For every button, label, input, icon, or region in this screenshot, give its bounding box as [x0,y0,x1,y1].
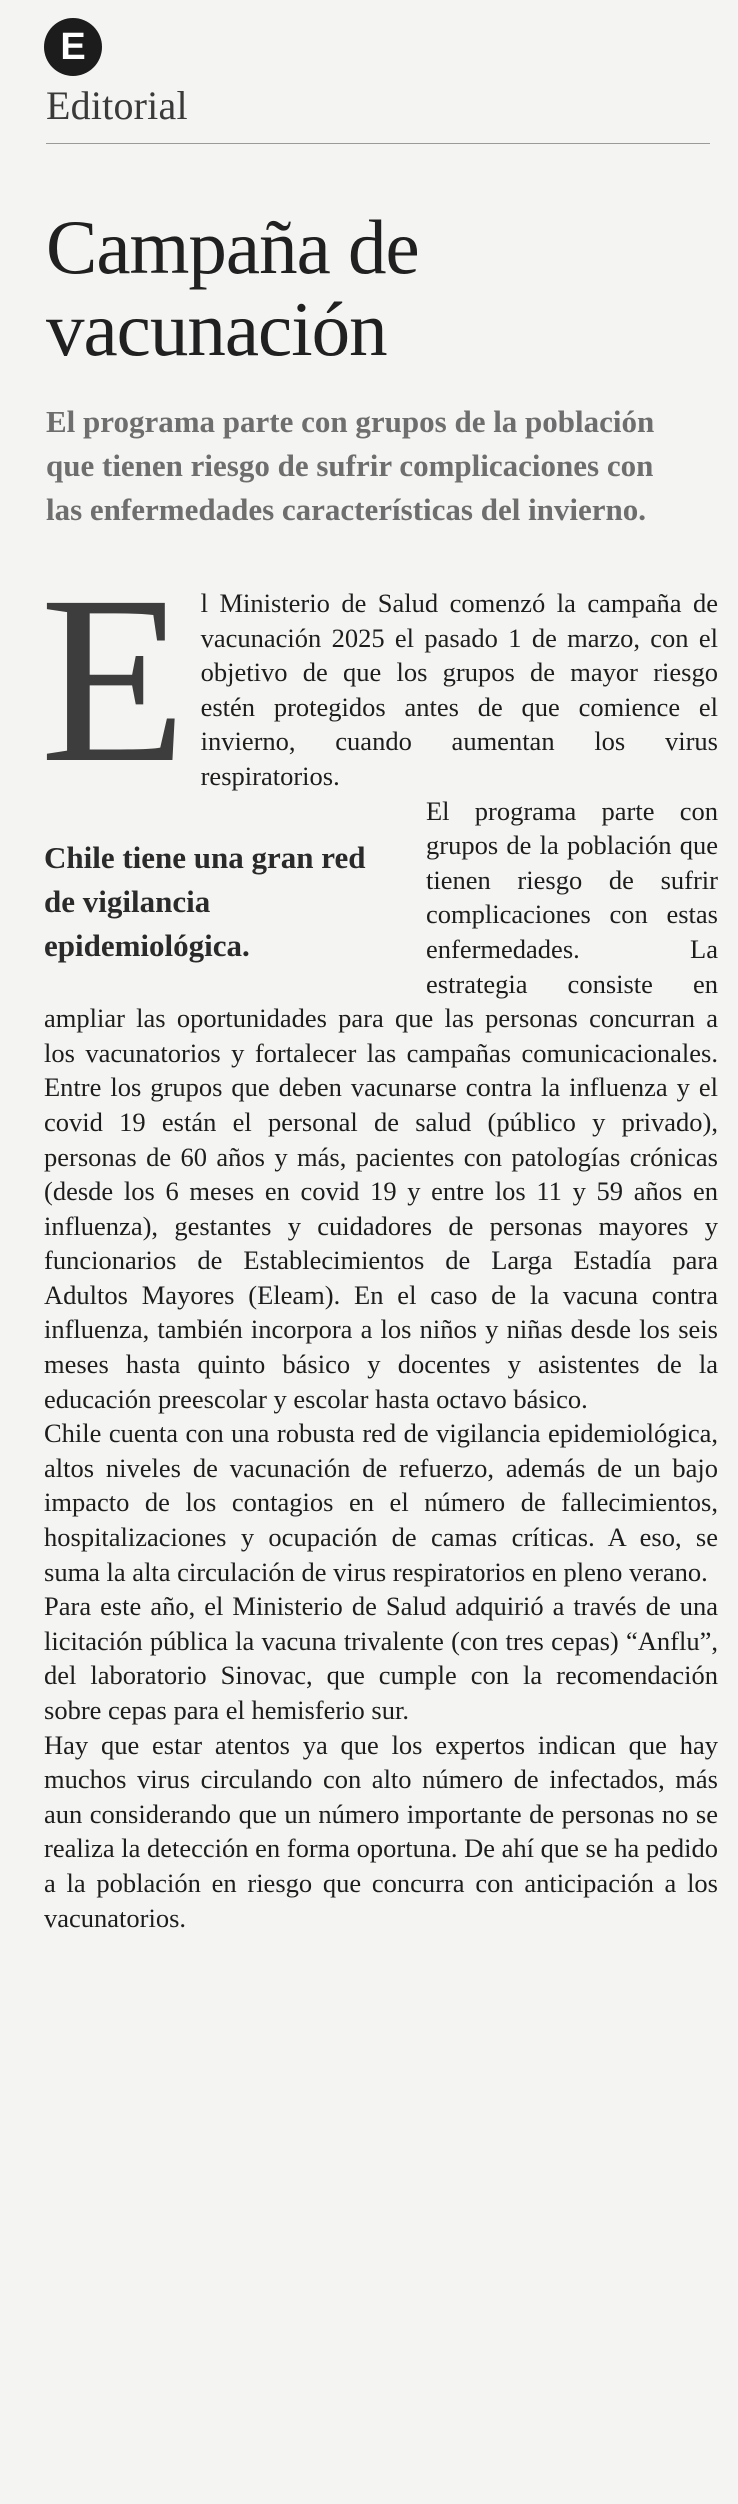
pull-quote: Chile tiene una gran red de vigilancia epidemiológica. [44,839,366,963]
drop-cap: E [40,546,187,812]
article-deck: El programa parte con grupos de la población que tienen riesgo de sufrir complicaciones con las enfermedades características del invierno. [46,404,655,527]
paragraph-4: Para este año, el Ministerio de Salud adquirió a través de una licitación pública la vacuna trivalente (con tres cepas) “Anflu”, del laboratorio Sinovac, que cumple con la recomendación sobre cepas para el hemisferio sur. [44,1591,718,1725]
section-label: Editorial [46,83,188,128]
title-line-1: Campaña de [46,204,419,290]
title-line-2: vacunación [46,286,387,372]
paragraph-2-text: El programa parte con grupos de la población que tienen riesgo de sufrir complicaciones con estas enfermedades. La estrategia consiste en ampliar las oportunidades para que las personas concurran a los vacunatorios y fortalecer las campañas comunicacionales. Entre los grupos que deben vacunarse contra la influenza y el covid 19 están el personal de salud (público y privado), personas de 60 años y más, pacientes con patologías crónicas (desde los 6 meses en covid 19 y entre los 11 y 59 años en influenza), gestantes y cuidadores de personas mayores y funcionarios de Establecimientos de Larga Estadía para Adultos Mayores (Eleam). En el caso de la vacuna contra influenza, también incorpora a los niños y niñas desde los seis meses hasta quinto básico y docentes y asistentes de la educación preescolar y escolar hasta octavo básico. [44,795,718,1414]
paragraph-2 [44,794,718,1417]
article-title [46,206,708,370]
paragraph-3: Chile cuenta con una robusta red de vigilancia epidemiológica, altos niveles de vacunación de refuerzo, además de un bajo impacto de los contagios en el número de fallecimientos, hospitalizaciones y ocupación de camas críticas. A eso, se suma la alta circulación de virus respiratorios en pleno verano. [44,1418,718,1587]
paragraph-5: Hay que estar atentos ya que los expertos indican que hay muchos virus circulando con alto número de infectados, más aun considerando que un número importante de personas no se realiza la detección en forma oportuna. De ahí que se ha pedido a la población en riesgo que concurra con anticipación a los vacunatorios. [44,1729,718,1933]
paragraph-1: l Ministerio de Salud comenzó la campaña de vacunación 2025 el pasado 1 de marzo, con el objetivo de que los grupos de mayor riesgo estén protegidos antes de que comience el invierno, cuando aumentan los virus respiratorios. [200,588,718,791]
section-badge: E [44,18,102,76]
section-divider [46,143,710,144]
article-body [40,546,718,1935]
